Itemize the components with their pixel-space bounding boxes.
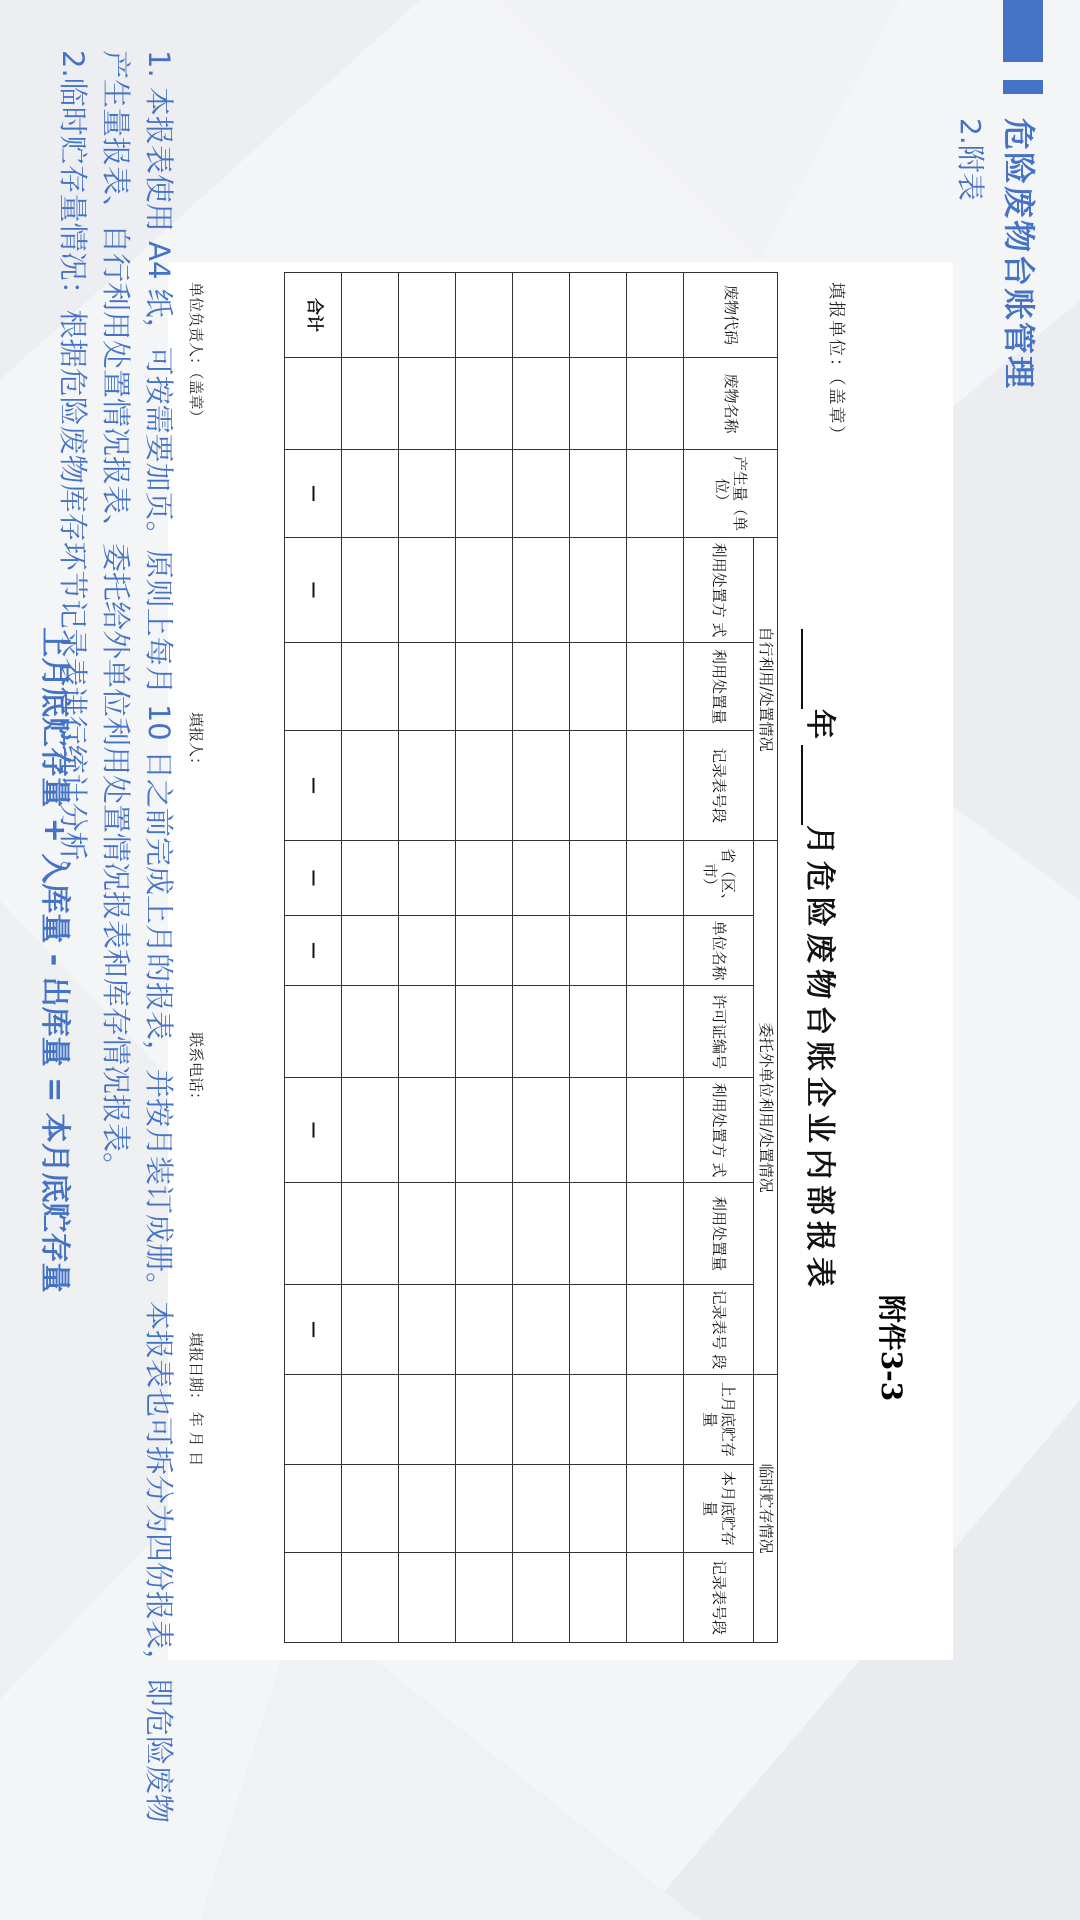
- dash-cell: —: [285, 538, 342, 643]
- dash-cell: —: [285, 841, 342, 916]
- footer-phone: 联系电话：: [187, 1032, 205, 1108]
- col-header: 单位名称: [684, 916, 754, 986]
- col-header: 省（区、市）: [684, 841, 754, 916]
- accent-block: [1003, 0, 1043, 62]
- col-header: 利用处置量: [684, 643, 754, 731]
- col-header: 废物名称: [684, 358, 778, 450]
- col-header: 许可证编号: [684, 986, 754, 1078]
- dash-cell: —: [285, 1078, 342, 1183]
- unit-label: 填报单位：（盖章）: [826, 282, 846, 445]
- appendix-tag: 附件3-3: [875, 1294, 908, 1402]
- group-header-storage: 临时贮存情况: [754, 1375, 778, 1643]
- footer-date: 填报日期： 年 月 日: [187, 1332, 205, 1467]
- dash-cell: —: [285, 731, 342, 841]
- slide-subtitle: 2.附表: [954, 118, 987, 201]
- accent-bar: [1003, 80, 1043, 94]
- col-header: 废物代码: [684, 273, 778, 358]
- col-header: 本月底贮存量: [684, 1465, 754, 1553]
- report-title: [801, 262, 845, 1660]
- group-header-self: 自行利用/处置情况: [754, 538, 778, 841]
- table-row: [399, 273, 456, 1643]
- col-header: 记录表号段: [684, 1553, 754, 1643]
- dash-cell: —: [285, 916, 342, 986]
- dash-cell: —: [285, 1285, 342, 1375]
- month-blank: [801, 745, 829, 825]
- total-row: [285, 273, 342, 1643]
- col-header: 记录表号段: [684, 731, 754, 841]
- table-row: [342, 273, 399, 1643]
- report-title-rest: 月危险废物台账企业内部报表: [802, 825, 837, 1293]
- report-table: [284, 272, 778, 1643]
- col-header: 上月底贮存量: [684, 1375, 754, 1465]
- report-form-image: [168, 262, 953, 1660]
- header-row-groups: [754, 273, 778, 1643]
- col-header: 利用处置方 式: [684, 538, 754, 643]
- group-header-outsourced: 委托外单位利用/处置情况: [754, 841, 778, 1375]
- col-header: 记录表号 段: [684, 1285, 754, 1375]
- report-title-year: 年: [802, 709, 837, 745]
- table-row: [570, 273, 627, 1643]
- note-2: 2.临时贮存量情况：根据危险废物库存环节记录表进行统计分析。: [56, 50, 90, 890]
- footer-responsible: 单位负责人：（盖章）: [187, 282, 205, 425]
- total-label: 合计: [285, 273, 342, 358]
- col-header: 产生量（单位）: [684, 450, 778, 538]
- slide-title: 危险废物台账管理: [1000, 118, 1038, 391]
- footer-filler: 填报人：: [187, 712, 205, 773]
- col-header: 利用处置方 式: [684, 1078, 754, 1183]
- storage-formula: 上月底贮存量 + 入库量 - 出库量 = 本月底贮存量: [37, 627, 72, 1293]
- table-row: [513, 273, 570, 1643]
- table-row: [456, 273, 513, 1643]
- table-body: [285, 273, 684, 1643]
- note-1: 1. 本报表使用 A4 纸，可按需要加页。原则上每月 10 日之前完成上月的报表，并按月装订成册。本报表也可拆分为四份报表，即危险废物产生量报表、自行利用处置情况报表、委托给外单位利用处置情况报表和库存情况报表。: [99, 50, 176, 1823]
- year-blank: [801, 629, 829, 709]
- table-row: [627, 273, 684, 1643]
- dash-cell: —: [285, 450, 342, 538]
- col-header: 利用处置量: [684, 1183, 754, 1285]
